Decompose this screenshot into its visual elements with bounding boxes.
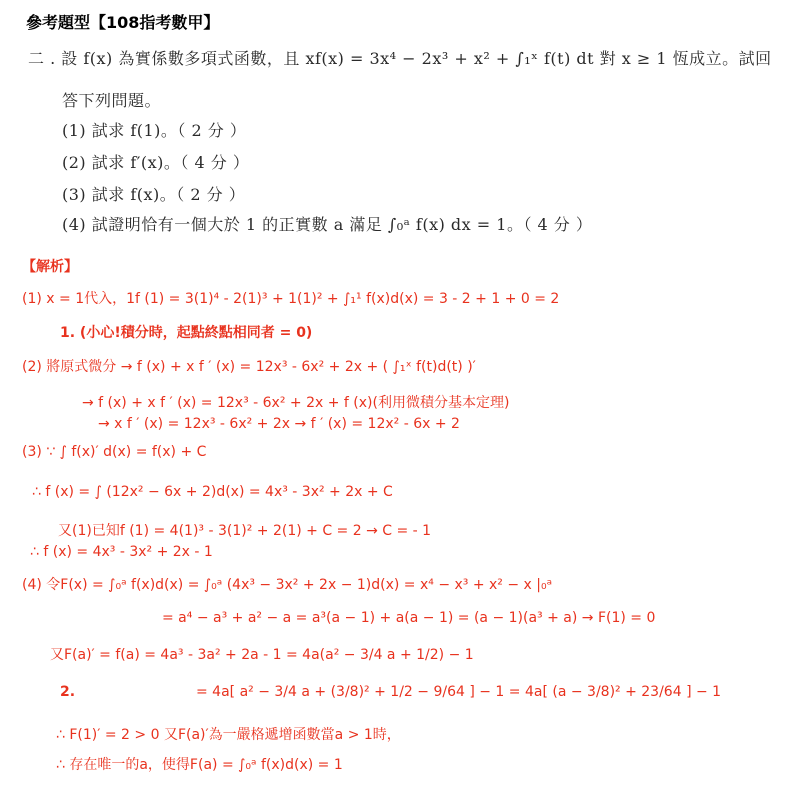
solution-number-2: 2.	[60, 684, 76, 700]
solution-line-4: (4) 令F(x) = ∫₀ᵃ f(x)d(x) = ∫₀ᵃ (4x³ − 3x² + 2x − 1)d(x) = x⁴ − x³ + x² − x |₀ᵃ	[22, 577, 553, 593]
solution-conclusion: ∴ 存在唯一的a，使得F(a) = ∫₀ᵃ f(x)d(x) = 1	[56, 757, 343, 773]
solution-line-3d: ∴ f (x) = 4x³ - 3x² + 2x - 1	[30, 544, 213, 560]
solution-line-4e: ∴ F(1)′ = 2 > 0 又F(a)′為一嚴格遞增函數當a > 1時，	[56, 727, 401, 743]
solution-heading: 【解析】	[22, 259, 78, 275]
solution-line-2: (2) 將原式微分 → f (x) + x f ′ (x) = 12x³ - 6x² + 2x + ( ∫₁ˣ f(t)d(t) )′	[22, 359, 476, 375]
solution-line-1: (1) x = 1代入，1f (1) = 3(1)⁴ - 2(1)³ + 1(1)² + ∫₁¹ f(x)d(x) = 3 - 2 + 1 + 0 = 2	[22, 291, 560, 307]
problem-statement: 二 . 設 f(x) 為實係數多項式函數，且 xf(x) = 3x⁴ − 2x³ + x² + ∫₁ˣ f(t) dt 對 x ≥ 1 恆成立。試回	[28, 49, 772, 68]
solution-line-2b: → f (x) + x f ′ (x) = 12x³ - 6x² + 2x + f (x)(利用微積分基本定理)	[82, 395, 510, 411]
question-3: (3) 試求 f(x)。（ 2 分 ）	[62, 185, 246, 204]
solution-line-4d: = 4a[ a² − 3/4 a + (3/8)² + 1/2 − 9/64 ] − 1 = 4a[ (a − 3/8)² + 23/64 ] − 1	[196, 684, 722, 700]
solution-line-4b: = a⁴ − a³ + a² − a = a³(a − 1) + a(a − 1) = (a − 1)(a³ + a) → F(1) = 0	[162, 610, 656, 626]
solution-note: 1. (小心!積分時，起點終點相同者 = 0)	[60, 325, 313, 341]
page-title: 參考題型【108指考數甲】	[26, 13, 220, 32]
question-4: (4) 試證明恰有一個大於 1 的正實數 a 滿足 ∫₀ᵃ f(x) dx = 1。（ 4 分 ）	[62, 215, 593, 234]
question-1: (1) 試求 f(1)。（ 2 分 ）	[62, 121, 247, 140]
solution-line-4c: 又F(a)′ = f(a) = 4a³ - 3a² + 2a - 1 = 4a(a² − 3/4 a + 1/2) − 1	[50, 647, 474, 663]
solution-line-2c: → x f ′ (x) = 12x³ - 6x² + 2x → f ′ (x) = 12x² - 6x + 2	[98, 416, 460, 432]
solution-line-3c: 又(1)已知f (1) = 4(1)³ - 3(1)² + 2(1) + C = 2 → C = - 1	[58, 523, 432, 539]
problem-statement-cont: 答下列問題。	[62, 91, 162, 110]
solution-line-3: (3) ∵ ∫ f(x)′ d(x) = f(x) + C	[22, 444, 207, 460]
question-2: (2) 試求 f′(x)。（ 4 分 ）	[62, 153, 250, 172]
solution-line-3b: ∴ f (x) = ∫ (12x² − 6x + 2)d(x) = 4x³ - 3x² + 2x + C	[32, 484, 393, 500]
